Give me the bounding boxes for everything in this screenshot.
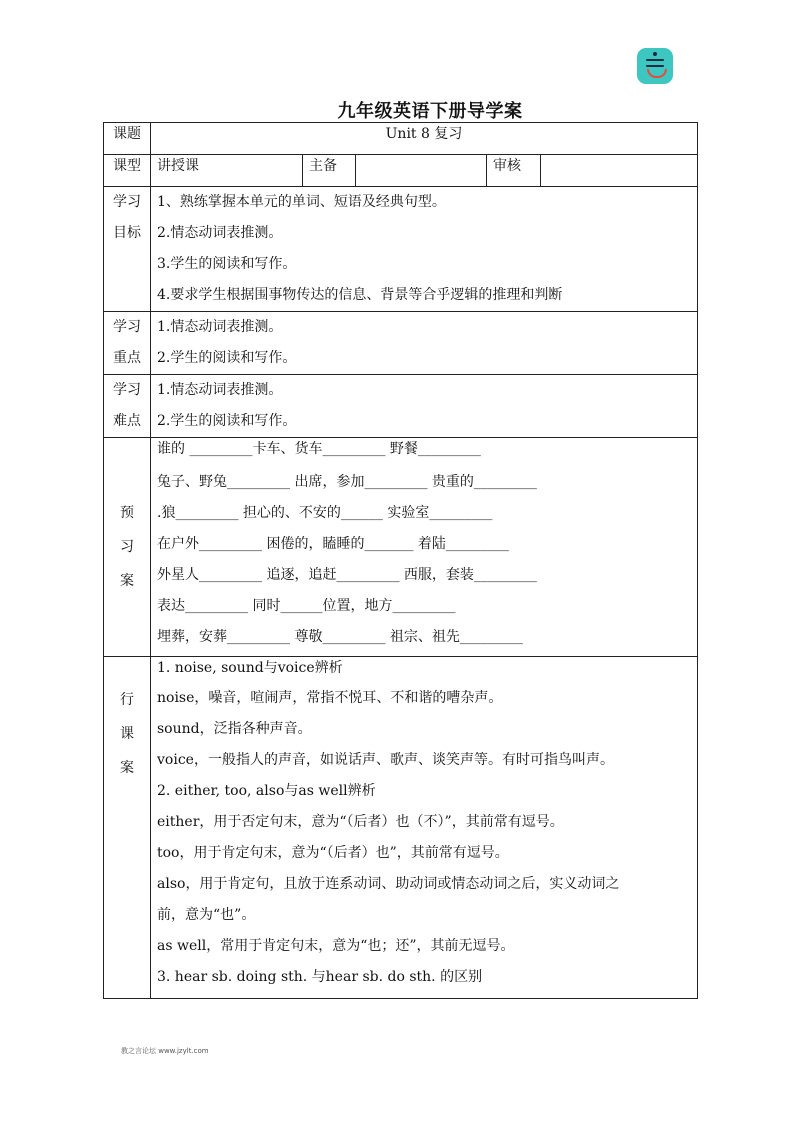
lesson-content	[151, 657, 698, 999]
type-label: 课型	[104, 155, 151, 187]
key-points-label: 学习 重点	[104, 312, 151, 375]
objectives-content	[151, 187, 698, 312]
objective-line: 3.学生的阅读和写作。	[157, 256, 297, 272]
preview-row	[104, 438, 698, 657]
difficulties-content	[151, 375, 698, 438]
lesson-line: also，用于肯定句，且放于连系动词、助动词或情态动词之后，实义动词之	[157, 876, 620, 892]
vocab-line: 兔子、野兔_________ 出席，参加_________ 贵重的_________	[157, 474, 537, 490]
key-points-content	[151, 312, 698, 375]
footer-text: 教之言论坛 www.jzylt.com	[121, 1047, 209, 1055]
difficulties-row	[104, 375, 698, 438]
type-value: 讲授课	[151, 155, 303, 187]
vocab-line: 外星人_________ 追逐，追赶_________ 西服，套装_________	[157, 567, 537, 583]
page-title: 九年级英语下册导学案	[337, 101, 523, 122]
lesson-line: sound，泛指各种声音。	[157, 721, 312, 737]
jzylt-logo-icon	[637, 48, 673, 84]
lesson-label: 行 课 案	[104, 657, 151, 999]
preview-content	[151, 438, 698, 657]
difficulty-line: 1.情态动词表推测。	[157, 382, 283, 398]
lead-value	[356, 155, 487, 187]
lesson-line: voice，一般指人的声音，如说话声、歌声、谈笑声等。有时可指鸟叫声。	[157, 752, 614, 768]
lesson-line: either，用于否定句末，意为“（后者）也（不）”，其前常有逗号。	[157, 814, 564, 830]
difficulties-label: 学习 难点	[104, 375, 151, 438]
type-row	[104, 155, 698, 187]
vocab-line: .狼_________ 担心的、不安的______ 实验室_________	[157, 505, 493, 521]
key-point-line: 1.情态动词表推测。	[157, 319, 283, 335]
objectives-row	[104, 187, 698, 312]
objective-line: 2.情态动词表推测。	[157, 225, 283, 241]
review-value	[541, 155, 698, 187]
key-points-row	[104, 312, 698, 375]
objective-line: 4.要求学生根据围事物传达的信息、背景等合乎逻辑的推理和判断	[157, 287, 563, 303]
lesson-line: too，用于肯定句末，意为“（后者）也”，其前常有逗号。	[157, 845, 509, 861]
objective-line: 1、熟练掌握本单元的单词、短语及经典句型。	[157, 194, 446, 210]
lesson-line: 1. noise, sound与voice辨析	[157, 660, 343, 676]
key-point-line: 2.学生的阅读和写作。	[157, 350, 297, 366]
lead-label: 主备	[303, 155, 356, 187]
lesson-row	[104, 657, 698, 999]
topic-label: 课题	[104, 123, 151, 155]
objectives-label: 学习 目标	[104, 187, 151, 312]
topic-row	[104, 123, 698, 155]
lesson-line: 2. either, too, also与as well辨析	[157, 783, 376, 799]
lesson-line: as well，常用于肯定句末，意为“也；还”，其前无逗号。	[157, 938, 515, 954]
topic-value: Unit 8 复习	[151, 123, 698, 155]
review-label: 审核	[487, 155, 541, 187]
vocab-line: 表达_________ 同时______位置，地方_________	[157, 598, 456, 614]
difficulty-line: 2.学生的阅读和写作。	[157, 413, 297, 429]
lesson-line: 前，意为“也”。	[157, 907, 256, 923]
vocab-line: 在户外_________ 困倦的，瞌睡的_______ 着陆_________	[157, 536, 509, 552]
vocab-line: 埋葬，安葬_________ 尊敬_________ 祖宗、祖先_________	[157, 629, 523, 645]
lesson-plan-table	[103, 122, 698, 999]
vocab-line: 谁的 _________卡车、货车_________ 野餐_________	[157, 441, 481, 457]
lesson-line: 3. hear sb. doing sth. 与hear sb. do sth. 的区别	[157, 969, 483, 985]
preview-label: 预 习 案	[104, 438, 151, 657]
lesson-line: noise，噪音，喧闹声，常指不悦耳、不和谐的嘈杂声。	[157, 690, 503, 706]
